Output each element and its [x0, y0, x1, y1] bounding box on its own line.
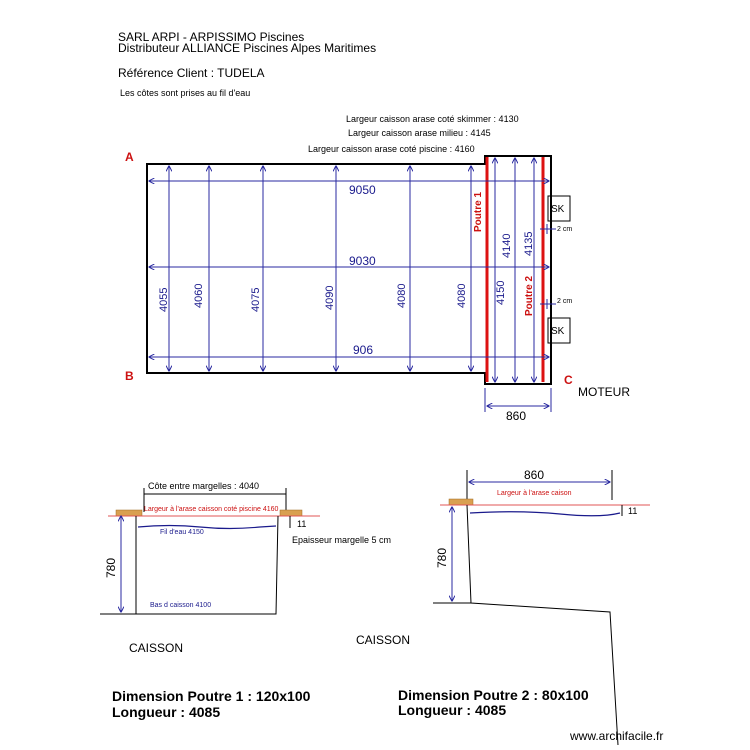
section1-margelle-thickness: Epaisseur margelle 5 cm	[292, 535, 392, 545]
section1-water-line	[138, 526, 276, 529]
corner-b: B	[125, 369, 134, 383]
width-value-2: 4060	[193, 283, 205, 308]
company-name: SARL ARPI - ARPISSIMO Piscines	[118, 30, 305, 44]
section1-margelle-right	[280, 510, 302, 516]
caisson-length-value: 860	[506, 409, 527, 423]
section1-caisson-profile	[136, 516, 278, 614]
caisson-width-value-2: 4140	[501, 233, 513, 258]
gap-top-label: 2 cm	[557, 226, 573, 233]
beam-2-label: Poutre 2	[524, 275, 535, 316]
length-top: 9050	[349, 183, 376, 197]
width-value-5: 4080	[396, 283, 408, 308]
skimmer-bottom-label: SK	[551, 326, 565, 337]
section1-bottom-label: Bas d caisson 4100	[150, 602, 212, 609]
section2-depth-value: 780	[435, 547, 449, 568]
width-value-1: 4055	[158, 287, 170, 312]
length-bottom: 906	[353, 343, 374, 357]
beam1-dimension: Dimension Poutre 1 : 120x100	[112, 688, 311, 704]
section2-water-line	[470, 512, 620, 516]
section1-title: CAISSON	[129, 641, 184, 655]
width-value-6: 4080	[456, 283, 468, 308]
width-value-3: 4075	[250, 287, 262, 312]
watermark: www.archifacile.fr	[570, 729, 664, 743]
motor-label: MOTEUR	[578, 385, 630, 399]
corner-a: A	[125, 150, 134, 164]
beam-1-label: Poutre 1	[473, 191, 484, 232]
section1-water-label: Fil d'eau 4150	[160, 529, 204, 536]
caisson-width-pool: Largeur caisson arase coté piscine : 4160	[308, 144, 475, 154]
measure-note: Les côtes sont prises au fil d'eau	[120, 88, 251, 98]
section2-length-value: 860	[524, 468, 545, 482]
beam1-length: Longueur : 4085	[112, 704, 221, 720]
beam2-dimension: Dimension Poutre 2 : 80x100	[398, 687, 589, 703]
section1-arase-label: Largeur à l'arase caisson coté piscine 4160	[144, 506, 279, 513]
distributor-name: Distributeur ALLIANCE Piscines Alpes Maritimes	[118, 41, 377, 55]
section1-gap-value: 11	[297, 519, 307, 529]
section2-margelle	[449, 499, 473, 505]
section1-depth-value: 780	[104, 557, 118, 578]
caisson-width-middle: Largeur caisson arase milieu : 4145	[348, 128, 491, 138]
caisson-width-value-3: 4135	[523, 231, 535, 256]
section1-margelle-left	[116, 510, 142, 516]
corner-c: C	[564, 373, 573, 387]
length-mid: 9030	[349, 254, 376, 268]
beam2-length: Longueur : 4085	[398, 702, 507, 718]
caisson-width-value-1: 4150	[495, 280, 507, 305]
gap-bottom-label: 2 cm	[557, 298, 573, 305]
skimmer-top-label: SK	[551, 204, 565, 215]
section2-title: CAISSON	[356, 633, 411, 647]
section2-gap-value: 11	[628, 506, 638, 516]
client-reference: Référence Client : TUDELA	[118, 66, 265, 80]
section1-margelle-span: Côte entre margelles : 4040	[148, 481, 260, 491]
width-value-4: 4090	[324, 285, 336, 310]
caisson-width-skimmer: Largeur caisson arase coté skimmer : 4130	[346, 114, 519, 124]
section2-arase-label: Largeur à l'arase caison	[497, 490, 572, 497]
